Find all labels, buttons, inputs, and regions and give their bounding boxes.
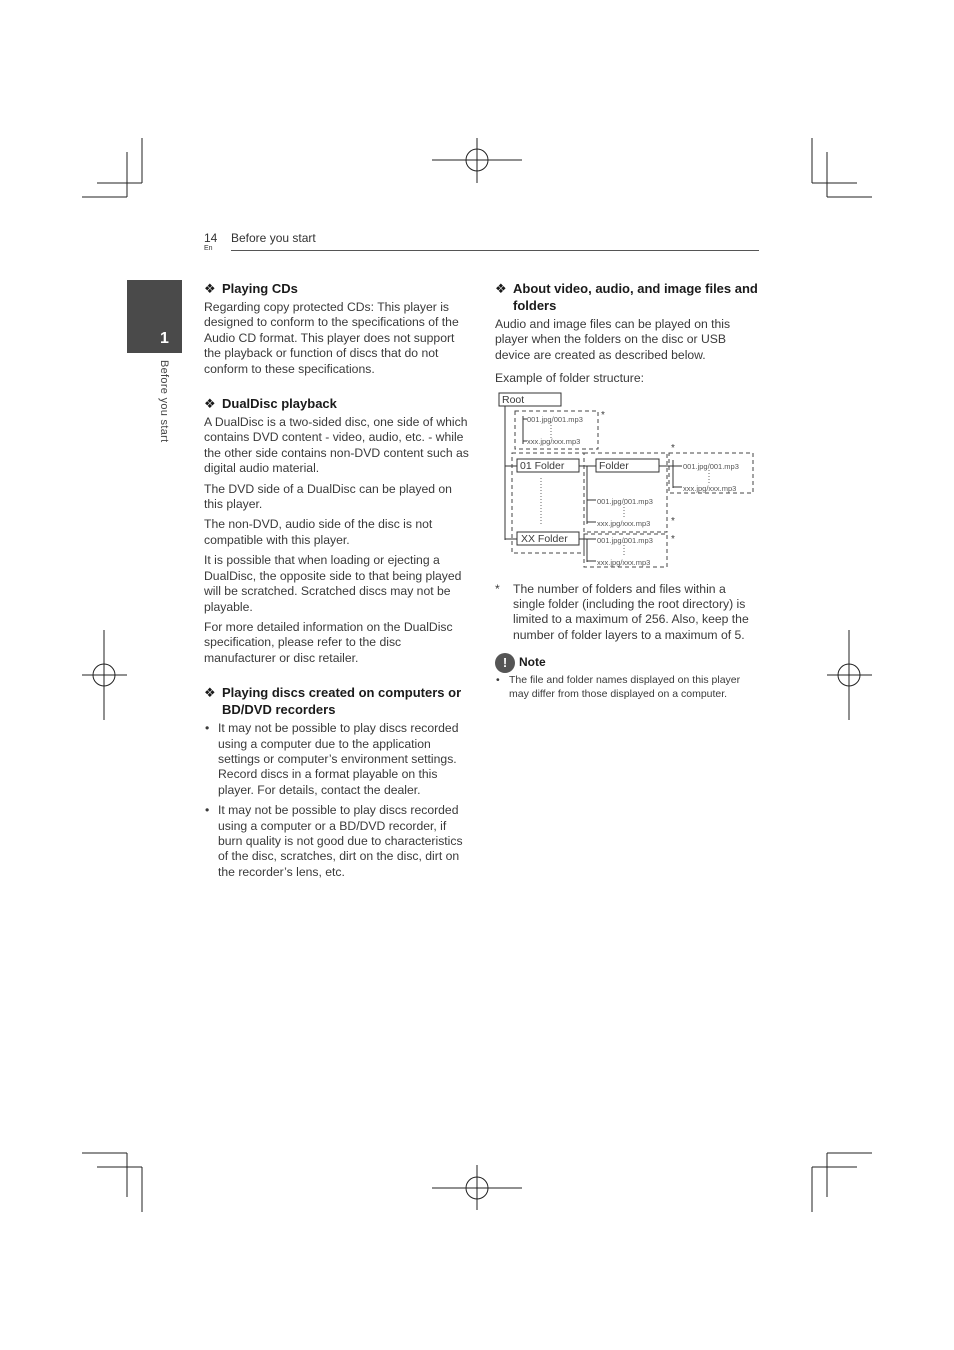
file-last: xxx.jpg/xxx.mp3 <box>597 518 651 528</box>
dualdisc-paragraph: The non-DVD, audio side of the disc is not compatible with this player. <box>204 517 433 547</box>
asterisk-mark: * <box>601 409 605 421</box>
asterisk-mark: * <box>671 442 675 454</box>
section-title: Before you start <box>231 231 316 245</box>
dualdisc-paragraph: A DualDisc is a two-sided disc, one side of which contains DVD content - video, audio, etc. - while the other side contains non-DVD content such as digital audio material. <box>204 415 469 476</box>
file-last: xxx.jpg/xxx.mp3 <box>597 557 651 567</box>
subfolder-label: Folder <box>599 459 629 472</box>
chapter-number: 1 <box>160 330 169 347</box>
heading-dualdisc: ❖ DualDisc playback <box>204 396 337 412</box>
example-label: Example of folder structure: <box>495 371 645 386</box>
file-first: 001.jpg/001.mp3 <box>597 496 653 506</box>
chapter-tab <box>127 280 182 353</box>
bullet-icon: • <box>205 721 210 736</box>
list-item: • The file and folder names displayed on this player may differ from those displayed on a computer. <box>496 674 741 701</box>
dualdisc-paragraph: It is possible that when loading or ejecting a DualDisc, the opposite side to that being played will be scratched. Scratched discs may not be playable. <box>204 553 462 614</box>
diamond-icon: ❖ <box>204 685 216 701</box>
diamond-icon: ❖ <box>204 281 216 296</box>
asterisk-mark: * <box>671 533 675 545</box>
heading-playing-cds: ❖ Playing CDs <box>204 281 298 296</box>
folder-structure-diagram <box>495 392 760 576</box>
file-last: xxx.jpg/xxx.mp3 <box>527 436 581 446</box>
diamond-icon: ❖ <box>495 281 507 296</box>
footnote: * The number of folders and files within a single folder (including the root directory) is limited to a maximum of 256. Also, keep the number of folder layers to a maximum of 5. <box>495 581 749 642</box>
note-list <box>495 673 760 701</box>
computer-discs-list <box>204 721 470 880</box>
bullet-icon: • <box>205 803 210 818</box>
heading-computer-discs: ❖ Playing discs created on computers or BD/DVD recorders <box>204 685 462 718</box>
files-intro: Audio and image files can be played on this player when the folders on the disc or USB device are created as described below. <box>495 317 731 362</box>
footnote-mark: * <box>495 581 500 596</box>
diamond-icon: ❖ <box>204 396 216 412</box>
list-item: • It may not be possible to play discs recorded using a computer or a BD/DVD recorder, if burn quality is not good due to characteristics of the disc, scratches, dirt on the disc, dirt on the recorder’s lens, etc. <box>205 803 463 879</box>
note-header <box>495 653 760 673</box>
exclamation-icon: ! <box>495 653 515 673</box>
right-column <box>495 280 760 706</box>
playing-cds-text: Regarding copy protected CDs: This player is designed to conform to the specifications of the Audio CD format. This player does not support the playback or function of discs that do not conform to these specifications. <box>204 300 459 376</box>
header-rule <box>231 250 759 251</box>
bullet-icon: • <box>496 674 500 687</box>
left-column <box>204 280 470 885</box>
note-label: Note <box>519 655 546 670</box>
dualdisc-paragraph: The DVD side of a DualDisc can be played on this player. <box>204 481 452 512</box>
list-item: • It may not be possible to play discs recorded using a computer due to the application settings or computer’s environment settings. Record discs in a format playable on this player. For details, contact the dealer. <box>205 721 459 797</box>
chapter-label: Before you start <box>158 360 170 443</box>
language-code: En <box>204 245 213 252</box>
file-last: xxx.jpg/xxx.mp3 <box>683 483 737 493</box>
folder-xx-label: XX Folder <box>521 532 568 545</box>
asterisk-mark: * <box>671 515 675 527</box>
page-number: 14 <box>204 231 218 245</box>
root-label: Root <box>502 393 525 406</box>
file-first: 001.jpg/001.mp3 <box>597 535 653 545</box>
file-first: 001.jpg/001.mp3 <box>683 461 739 471</box>
dualdisc-paragraph: For more detailed information on the DualDisc specification, please refer to the disc manufacturer or disc retailer. <box>204 619 453 665</box>
file-first: 001.jpg/001.mp3 <box>527 414 583 424</box>
heading-files-folders: ❖ About video, audio, and image files and folders <box>495 281 758 313</box>
folder-01-label: 01 Folder <box>520 459 565 472</box>
